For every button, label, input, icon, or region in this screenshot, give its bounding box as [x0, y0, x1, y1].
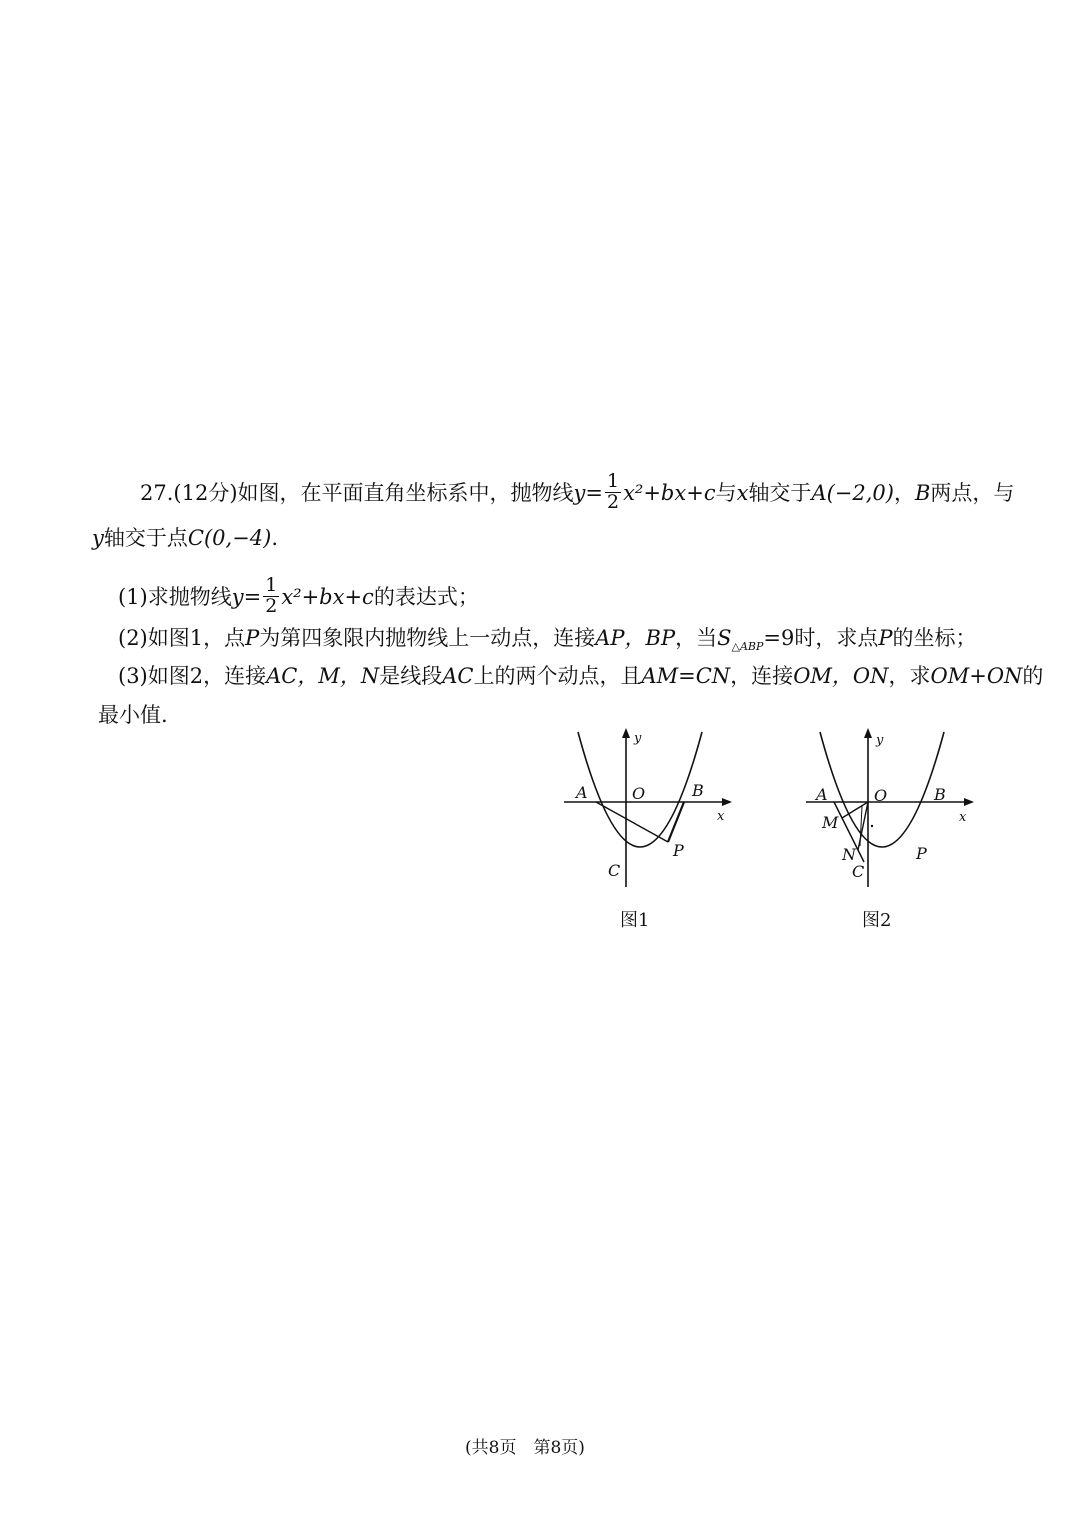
segment-ap: [596, 802, 668, 842]
point-c: C(0,−4): [187, 526, 272, 550]
part-3-line-2: 最小值.: [98, 703, 168, 727]
x-axis-arrow: [964, 798, 974, 806]
segment-on-inner: [860, 806, 862, 846]
figure-1: [560, 722, 760, 897]
label-m: M: [822, 813, 839, 832]
x-axis-arrow: [722, 798, 732, 806]
parabola-expression: x²+bx+c: [623, 480, 716, 505]
figure-1-caption: 图1: [620, 910, 650, 931]
tick-dot: [871, 825, 873, 827]
point-a: A(−2,0): [811, 480, 894, 505]
problem-line-2: y轴交于点C(0,−4).: [92, 526, 279, 550]
segment-on: [858, 802, 868, 850]
label-o: O: [632, 784, 646, 803]
segment-om: [842, 802, 868, 818]
label-n: N: [842, 845, 856, 864]
problem-line-1: 27.(12分)如图，在平面直角坐标系中，抛物线y= $\frac{1}{2}$ x²+bx+c与x轴交于A(−2,0)，B两点，与: [140, 470, 1015, 513]
part-2: (2)如图1，点P为第四象限内抛物线上一动点，连接AP，BP，当$S_{\triangle ABP}=9$时，求点P的坐标；: [118, 626, 977, 653]
label-y: y: [634, 731, 642, 746]
part-3: (3)如图2，连接AC，M，N是线段AC上的两个动点，且AM=CN，连接OM，ON，求OM+ON的: [118, 664, 1044, 688]
label-a: A: [576, 783, 588, 802]
label-p: P: [673, 841, 684, 860]
label-b: B: [692, 781, 704, 800]
label-c: C: [852, 862, 865, 881]
page-footer: (共8页 第8页): [465, 1438, 585, 1458]
part-1: (1)求抛物线y= $\frac{1}{2}$ x²+bx+c的表达式；: [118, 574, 479, 617]
label-b: B: [934, 785, 946, 804]
y-axis-arrow: [864, 728, 872, 738]
label-x: x: [717, 809, 725, 824]
label-x: x: [959, 810, 967, 825]
label-p: P: [916, 844, 927, 863]
figure-2: [802, 722, 1002, 897]
y-axis-arrow: [622, 728, 630, 738]
label-a: A: [816, 785, 828, 804]
label-y: y: [876, 733, 884, 748]
label-c: C: [608, 861, 621, 880]
problem-points: (12分): [173, 480, 238, 505]
figure-2-caption: 图2: [862, 910, 892, 931]
problem-number: 27.: [140, 480, 174, 505]
label-o: O: [874, 786, 888, 805]
fraction-half: $\frac{1}{2}$: [606, 470, 620, 513]
